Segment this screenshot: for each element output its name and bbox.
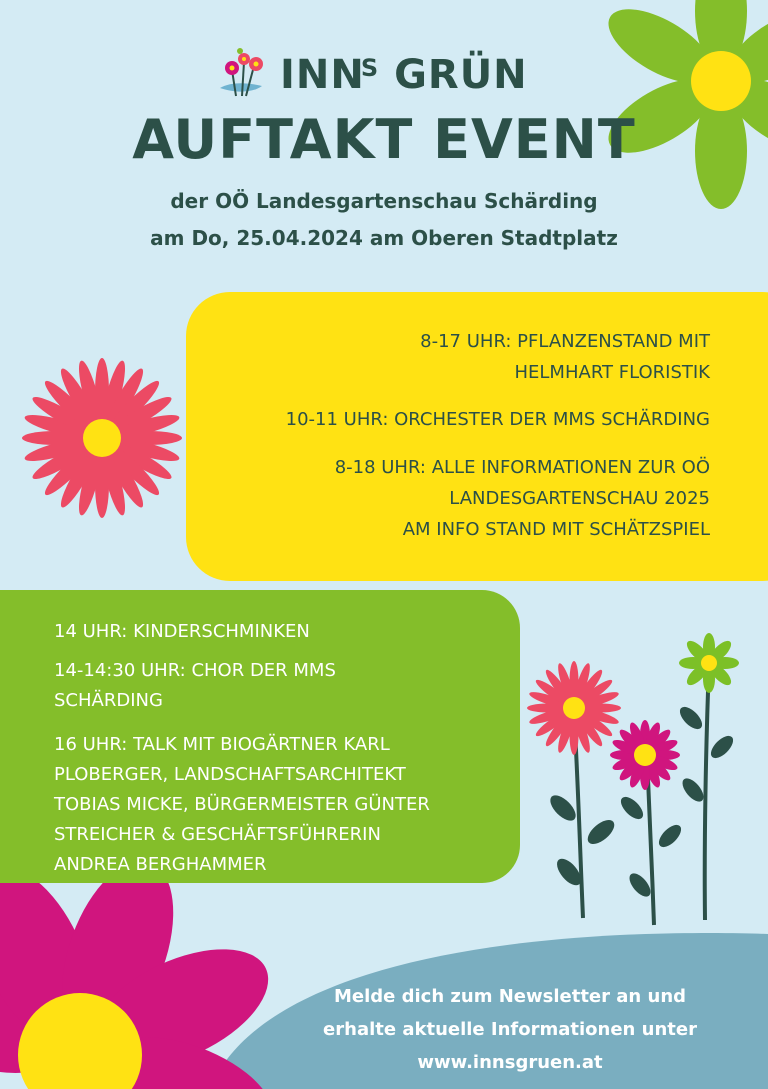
program-item-line: STREICHER & GESCHÄFTSFÜHRERIN	[54, 824, 381, 845]
newsletter-line: erhalte aktuelle Informationen unter	[323, 1019, 697, 1040]
flower-center	[634, 744, 656, 766]
subtitle-line2: am Do, 25.04.2024 am Oberen Stadtplatz	[150, 226, 618, 250]
program-item-line: PLOBERGER, LANDSCHAFTSARCHITEKT	[54, 764, 406, 785]
brand	[0, 48, 768, 104]
program-item-line: 10-11 UHR: ORCHESTER DER MMS SCHÄRDING	[285, 409, 710, 430]
green-flower-icon	[679, 633, 739, 693]
newsletter-line: Melde dich zum Newsletter an und	[333, 986, 687, 1007]
newsletter-url-link[interactable]: www.innsgruen.at	[417, 1052, 603, 1073]
red-flower-icon	[22, 358, 182, 518]
program-item	[286, 404, 710, 435]
subtitle-line1: der OÖ Landesgartenschau Schärding	[170, 189, 598, 213]
event-title: AUFTAKT EVENT	[132, 108, 636, 171]
program-item	[54, 730, 494, 880]
program-item-line: AM INFO STAND MIT SCHÄTZSPIEL	[402, 519, 710, 540]
program-item-line: 8-18 UHR: ALLE INFORMATIONEN ZUR OÖ	[334, 457, 710, 478]
inns-gruen-logo-icon	[216, 48, 268, 104]
program-item-line: LANDESGARTENSCHAU 2025	[449, 488, 710, 509]
flower-center	[563, 697, 585, 719]
program-item-line: SCHÄRDING	[54, 690, 163, 711]
program-item-line: 14 UHR: KINDERSCHMINKEN	[54, 621, 310, 642]
program-item-line: 8-17 UHR: PFLANZENSTAND MIT	[420, 331, 710, 352]
green-flower-icon	[597, 0, 768, 209]
red-flower-icon	[527, 661, 621, 755]
program-item	[335, 452, 710, 545]
program-item	[54, 617, 494, 647]
magenta-flower-icon	[610, 720, 680, 790]
brand-name: $INN^S$ GRÜN	[280, 52, 528, 98]
program-item	[54, 656, 494, 716]
program-item-line: TOBIAS MICKE, BÜRGERMEISTER GÜNTER	[54, 794, 430, 815]
flower-center	[83, 419, 121, 457]
program-item-line: ANDREA BERGHAMMER	[54, 854, 267, 875]
program-item-line: 14-14:30 UHR: CHOR DER MMS	[54, 660, 336, 681]
program-item	[420, 326, 710, 388]
newsletter-text	[290, 980, 730, 1079]
program-item-line: 16 UHR: TALK MIT BIOGÄRTNER KARL	[54, 734, 390, 755]
program-item-line: HELMHART FLORISTIK	[514, 362, 710, 383]
